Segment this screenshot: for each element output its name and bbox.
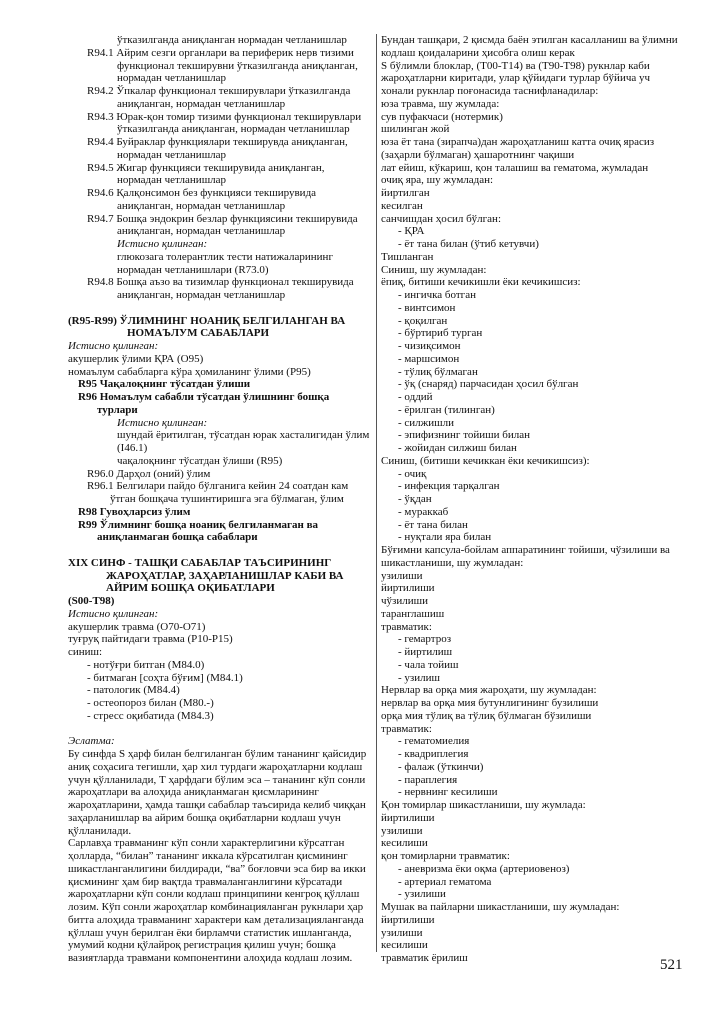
text-line: кодлаш қоидаларини ҳисобга олиш керак <box>381 46 575 59</box>
text-line: R96.1 Белгилари пайдо бўлганига кейин 24 соатдан кам <box>87 480 349 493</box>
list-item: - тўлиқ бўлмаган <box>398 365 478 378</box>
list-item: - узилиши <box>398 888 446 901</box>
text-line: лат ейиш, кўкариш, қон талашиш ва гематома, жумладан <box>381 161 649 174</box>
text-line: R94.3 Юрак-қон томир тизими функционал текширувлари <box>87 110 362 123</box>
text-line: R98 Гувоҳларсиз ўлим <box>78 505 191 518</box>
list-item: - ёрилган (тилинган) <box>398 403 495 416</box>
text-line: йиртилган <box>381 187 430 199</box>
text-line: R95 Чақалоқнинг тўсатдан ўлиши <box>78 378 251 391</box>
text-line: заҳарланишлар ва айрим бошқа оқибатларни кодлаш учун <box>68 811 341 824</box>
section-heading-line: АЙРИМ БОШҚА ОҚИБАТЛАРИ <box>106 582 275 595</box>
list-item: - оддий <box>398 391 433 403</box>
right-column <box>381 34 701 965</box>
text-line: травматик ёрилиш <box>381 952 468 964</box>
text-line: битта алоҳида травманинг характери кам детализацияланганда <box>68 913 364 926</box>
text-line: Истисно қилинган: <box>68 607 159 620</box>
text-line: Истисно қилинган: <box>117 416 208 429</box>
list-item: - чизиқсимон <box>398 340 461 352</box>
text-line: узилиши <box>381 926 423 939</box>
text-line: чўзилиши <box>381 595 428 607</box>
text-line: қўллаш учун берилган ёки бирламчи статистик ишланганда, <box>68 926 352 939</box>
text-line: аниқланмаган бошқа сабаблари <box>97 531 258 544</box>
text-line: нервлар ва орқа мия бутунлигининг бузилиши <box>381 697 599 709</box>
text-line: Нервлар ва орқа мия жароҳати, шу жумладан: <box>381 684 597 697</box>
text-line: (заҳарли бўлмаган) ҳашаротнинг чақиши <box>381 148 575 161</box>
list-item: - бўртириб турган <box>398 327 483 340</box>
text-line: ёпиқ, битиши кечикишли ёки кечикишсиз: <box>381 276 581 289</box>
text-line: шикастланиши, шу жумладан: <box>381 556 524 569</box>
list-item: - нервнинг кесилиши <box>398 786 498 799</box>
list-item: - силжишли <box>398 416 455 429</box>
text-line: жароҳатларни киритади, улар қўйидаги турлар бўйича уч <box>381 72 651 85</box>
text-line: узилиши <box>381 824 423 837</box>
list-item: - қоқилган <box>398 314 448 327</box>
text-line: Истисно қилинган: <box>117 238 208 250</box>
list-item: - маршсимон <box>398 352 460 365</box>
text-line: кесилиши <box>381 837 428 850</box>
text-line: ўтган бошқача тушинтиришга эга бўлмаган, ўлим <box>110 493 344 505</box>
text-line: акушерлик ўлими ҚРА (O95) <box>68 352 204 365</box>
left-column <box>68 34 373 965</box>
section-heading-line: НОМАЪЛУМ САБАБЛАРИ <box>127 327 270 340</box>
text-line: Синиш, (битиши кечиккан ёки кечикишсиз): <box>381 454 590 467</box>
text-line: орқа мия тўлиқ ва тўлиқ бўлмаган бўзилиши <box>381 709 592 722</box>
text-line: учун қўлланилади, Т ҳарфдаги бўлим эса – тананинг кўп сонли <box>68 773 366 786</box>
text-line: Эслатма: <box>68 735 115 748</box>
text-line: (I46.1) <box>117 442 148 454</box>
text-line: аниқланган, нормадан четланишлар <box>117 199 286 212</box>
text-line: Сарлавҳа травманинг кўп сонли характерлигини кўрсатган <box>68 837 345 850</box>
text-line: аниқ соҳасига тегишли, ҳар хил турдаги жароҳатларни кодлаш <box>68 760 363 773</box>
text-line: ўтказилганда аниқланган, нормадан четланишлар <box>117 123 350 136</box>
text-line: Бу синфда S ҳарф билан белгиланган бўлим тананинг қайсидир <box>68 748 367 760</box>
text-line: аниқланган, нормадан четланишлар <box>117 97 286 110</box>
text-line: қўлланилади. <box>68 824 132 837</box>
text-line: травматик: <box>381 620 432 633</box>
list-item: - параплегия <box>398 773 458 786</box>
text-line: қисмининг ҳам бир вақтда травмаланганлигини кўрсатади <box>68 875 343 888</box>
text-line: ҳолларда, “билан” тананинг иккала кўрсатилган қисмининг <box>68 850 348 862</box>
text-line: узилиши <box>381 569 423 582</box>
text-line: шилинган жой <box>381 123 450 136</box>
list-item: - артериал гематома <box>398 875 492 888</box>
text-line: акушерлик травма (O70-O71) <box>68 620 206 633</box>
list-item: - эпифизнинг тойиши билан <box>398 429 530 442</box>
text-line: йиртилиши <box>381 913 435 926</box>
section-heading-line: XIX СИНФ - ТАШҚИ САБАБЛАР ТАЪСИРИНИНГ <box>68 556 332 569</box>
list-item: - фалаж (ўткинчи) <box>398 760 484 773</box>
text-line: лозим. Кўп сонли жароҳатлар комбинацияланган рукнлари ҳар <box>68 901 364 913</box>
text-line: юза травма, шу жумлада: <box>381 97 500 110</box>
text-line: Мушак ва пайларни шикастланиши, шу жумладан: <box>381 901 620 913</box>
text-line: аниқланган, нормадан четланишлар <box>117 225 286 238</box>
list-item: - жойидан силжиш билан <box>398 442 517 454</box>
list-item: - ингичка ботган <box>398 289 476 301</box>
text-line: жароҳатларни кўп сонли кодлаш принципини кенгроқ қўллаш <box>68 888 360 901</box>
text-line: вазиятларда травмани компонентини алоҳида кодлаш лозим. <box>68 952 353 964</box>
text-line: юза ёт тана (зирапча)дан жароҳатланиш катта очиқ ярасиз <box>381 136 655 148</box>
text-line: нормадан четланишлар <box>117 72 227 85</box>
text-line: R96.0 Дарҳол (оний) ўлим <box>87 467 211 480</box>
list-item: - очиқ <box>398 467 427 480</box>
text-line: кесилган <box>381 199 423 212</box>
list-item: - мураккаб <box>398 505 449 518</box>
list-item: - ҚРА <box>398 225 425 238</box>
blank-line <box>68 544 373 557</box>
text-line: ўтказилганда аниқланган нормадан четланишлар <box>117 34 347 46</box>
text-line: функционал текширувни ўтказилганда аниқланган, <box>117 59 358 72</box>
text-line: сув пуфакчаси (нотермик) <box>381 110 503 123</box>
list-item: - аневризма ёки оқма (артериовеноз) <box>398 862 570 875</box>
list-item: - чала тойиш <box>398 658 459 671</box>
text-line: Бўғимни капсула-бойлам аппаратининг тойиши, чўзилиши ва <box>381 544 670 556</box>
text-line: травматик: <box>381 722 432 735</box>
list-item: - битмаган [соҳта бўғим] (M84.1) <box>87 671 243 684</box>
list-item: - узилиш <box>398 671 440 684</box>
text-line: турлари <box>97 403 138 416</box>
text-line: шикастланганлигини билдиради, “ва” боғловчи эса бир ва икки <box>68 862 366 875</box>
text-line: номаълум сабабларга кўра ҳомиланинг ўлими (P95) <box>68 365 311 378</box>
text-line: Қон томирлар шикастланиши, шу жумлада: <box>381 799 586 811</box>
text-line: аниқланган, нормадан четланишлар <box>117 289 286 301</box>
text-line: Синиш, шу жумладан: <box>381 263 487 276</box>
text-line: Бундан ташқари, 2 қисмда баён этилган касалланиш ва ўлимни <box>381 34 678 46</box>
page-number: 521 <box>660 957 683 973</box>
list-item: - ёт тана билан (ўтиб кетувчи) <box>398 238 539 250</box>
text-line: R94.1 Айрим сезги органлари ва периферик нерв тизими <box>87 46 354 59</box>
list-item: - винтсимон <box>398 301 456 314</box>
section-heading-line: (S00-T98) <box>68 595 115 607</box>
text-line: таранглашиш <box>381 607 445 620</box>
text-line: жароҳатларини, ҳамда ташқи сабаблар таъсирида келиб чиққан <box>68 799 366 811</box>
text-line: нормадан четланишлар <box>117 174 227 187</box>
text-line: Истисно қилинган: <box>68 340 159 352</box>
text-line: очиқ яра, шу жумладан: <box>381 174 494 187</box>
text-line: R94.5 Жигар функцияси текширувида аниқланган, <box>87 161 325 174</box>
list-item: - нуқтали яра билан <box>398 531 492 544</box>
text-line: кесилиши <box>381 939 428 952</box>
text-line: хонали рукнлар поғонасида таснифланадилар: <box>381 85 599 97</box>
text-line: R94.2 Ўпкалар функционал текширувлари ўтказилганда <box>87 85 351 97</box>
text-line: жароҳатлари ва алоҳида аниқланмаган қисмларининг <box>68 786 319 799</box>
text-line: нормадан четланишлар <box>117 148 227 161</box>
section-heading-line: ЖАРОҲАТЛАР, ЗАҲАРЛАНИШЛАР КАБИ ВА <box>106 569 344 582</box>
text-line: синиш: <box>68 646 103 658</box>
blank-line <box>68 723 373 736</box>
text-line: шундай ёритилган, тўсатдан юрак хасталигидан ўлим <box>117 429 370 442</box>
text-line: R96 Номаълум сабабли тўсатдан ўлишнинг бошқа <box>78 391 330 403</box>
text-line: йиртилиши <box>381 582 435 595</box>
text-line: чақалоқнинг тўсатдан ўлиши (R95) <box>117 454 283 467</box>
text-line: туғруқ пайтидаги травма (P10-P15) <box>68 633 233 646</box>
list-item: - нотўғри битган (M84.0) <box>87 658 205 671</box>
text-line: S бўлимли блоклар, (T00-T14) ва (T90-T98) рукнлар каби <box>381 59 650 72</box>
text-line: R94.7 Бошқа эндокрин безлар функциясини текширувида <box>87 212 358 225</box>
text-line: нормадан четланишлари (R73.0) <box>117 263 269 276</box>
text-line: R94.4 Буйраклар функциялари текширувда аниқланган, <box>87 136 348 148</box>
text-line: санчишдан ҳосил бўлган: <box>381 212 501 225</box>
list-item: - ўқдан <box>398 493 432 505</box>
text-line: қон томирларни травматик: <box>381 850 510 862</box>
list-item: - остеопороз билан (M80.-) <box>87 697 214 709</box>
list-item: - гемартроз <box>398 633 452 646</box>
text-line: R94.6 Қалқонсимон без функцияси текширувида <box>87 187 317 199</box>
column-divider <box>376 34 377 952</box>
text-line: R94.8 Бошқа аъзо ва тизимлар функционал текширувида <box>87 276 354 289</box>
list-item: - ёт тана билан <box>398 518 468 531</box>
list-item: - инфекция тарқалган <box>398 480 500 493</box>
section-heading-line: (R95-R99) ЎЛИМНИНГ НОАНИҚ БЕЛГИЛАНГАН ВА <box>68 314 346 327</box>
list-item: - квадриплегия <box>398 748 469 760</box>
list-item: - ўқ (снаряд) парчасидан ҳосил бўлган <box>398 378 579 391</box>
text-line: йиртилиши <box>381 811 435 824</box>
list-item: - йиртилиш <box>398 646 453 658</box>
text-line: Тишланган <box>381 250 434 263</box>
blank-line <box>68 302 373 315</box>
list-item: - стресс оқибатида (M84.3) <box>87 709 214 722</box>
text-line: глюкозага толерантлик тести натижаларининг <box>117 250 333 263</box>
text-line: умумий кодни қўлайроқ регистрация қилиш учун; бошқа <box>68 939 336 952</box>
text-line: R99 Ўлимнинг бошқа ноаниқ белгиланмаган ва <box>78 518 319 531</box>
list-item: - гематомиелия <box>398 735 470 748</box>
list-item: - патологик (M84.4) <box>87 684 180 697</box>
